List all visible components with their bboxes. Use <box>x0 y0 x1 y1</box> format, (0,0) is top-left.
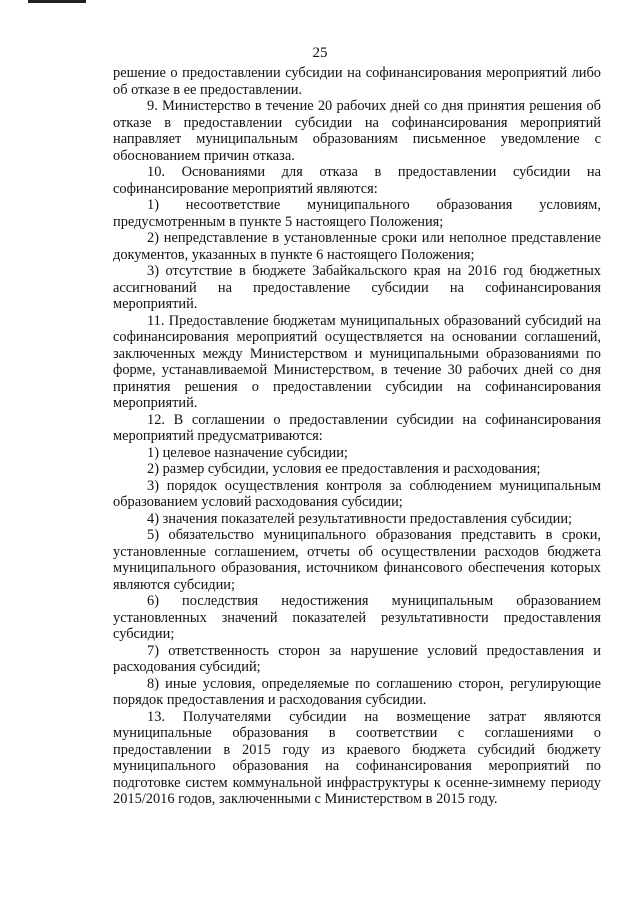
document-body <box>113 65 601 808</box>
paragraph: 11. Предоставление бюджетам муниципальных образований субсидий на софинансирования мероприятий осуществляется на основании соглашений, заключенных между Министерством и муниципальными образованиями по форме, устанавливаемой Министерством, в течение 30 рабочих дней со дня принятия решения о предоставлении субсидии на софинансирования мероприятий. <box>113 312 601 411</box>
list-item: 5) обязательство муниципального образования представить в сроки, установленные соглашением, отчеты об осуществлении расходов бюджета муниципального образования, источником финансового обеспечения которых являются субсидии; <box>113 527 601 593</box>
list-item: 6) последствия недостижения муниципальным образованием установленных значений показателей результативности предоставления субсидии; <box>113 593 601 642</box>
list-item: 3) порядок осуществления контроля за соблюдением муниципальным образованием условий расходования субсидии; <box>113 477 601 510</box>
list-item: 8) иные условия, определяемые по соглашению сторон, регулирующие порядок предоставления и расходования субсидии. <box>113 675 601 708</box>
paragraph: 9. Министерство в течение 20 рабочих дней со дня принятия решения об отказе в предоставлении субсидии на софинансирования мероприятий направляет муниципальным образованиям письменное уведомление с обоснованием причин отказа. <box>113 98 601 164</box>
paragraph: 13. Получателями субсидии на возмещение затрат являются муниципальные образования в соответствии с соглашениями о предоставлении в 2015 году из краевого бюджета субсидий бюджету муниципального образования на софинансирования мероприятий по подготовке систем коммунальной инфраструктуры к осенне-зимнему периоду 2015/2016 годов, заключенными с Министерством в 2015 году. <box>113 708 601 807</box>
paragraph: решение о предоставлении субсидии на софинансирования мероприятий либо об отказе в ее предоставлении. <box>113 65 601 98</box>
paragraph: 12. В соглашении о предоставлении субсидии на софинансирования мероприятий предусматриваются: <box>113 411 601 444</box>
list-item: 1) целевое назначение субсидии; <box>147 444 348 461</box>
page-number: 25 <box>312 45 328 61</box>
header-rule <box>28 0 86 3</box>
list-item: 2) размер субсидии, условия ее предоставления и расходования; <box>147 461 541 477</box>
list-item: 2) непредставление в установленные сроки или неполное представление документов, указанных в пункте 6 настоящего Положения; <box>113 230 601 263</box>
list-item: 3) отсутствие в бюджете Забайкальского края на 2016 год бюджетных ассигнований на предоставление субсидии на софинансирования мероприятий. <box>113 263 601 312</box>
list-item: 1) несоответствие муниципального образования условиям, предусмотренным в пункте 5 настоящего Положения; <box>113 197 601 230</box>
list-item: 7) ответственность сторон за нарушение условий предоставления и расходования субсидий; <box>113 642 601 675</box>
list-item: 4) значения показателей результативности предоставления субсидии; <box>147 510 573 527</box>
paragraph: 10. Основаниями для отказа в предоставлении субсидии на софинансирование мероприятий являются: <box>113 164 601 197</box>
